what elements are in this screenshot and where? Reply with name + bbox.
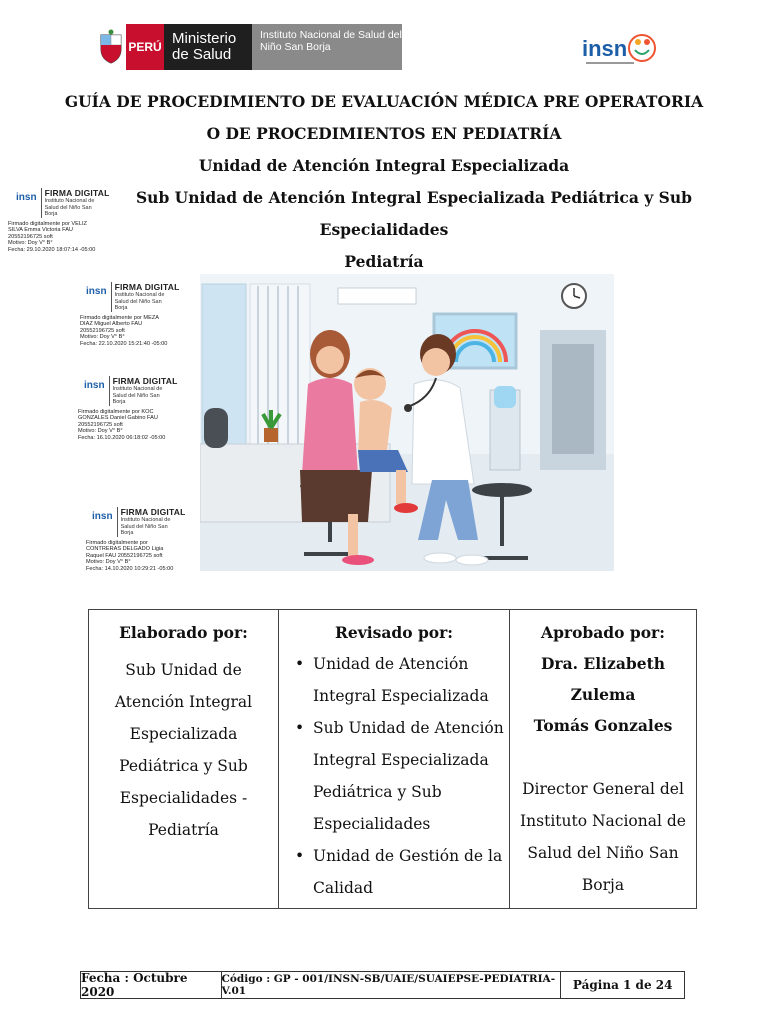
insn-mini-logo: insn [84,380,105,391]
revisado-header: Revisado por: [334,623,454,642]
signature-text: Firmado digitalmente por KOC GONZALES Daniel Gabino FAU 20552196725 soft Motivo: Doy V° B° Fecha: 16.10.2020 06:18:02 -05:00 [78,408,166,441]
insn-logo-text: insn [582,36,628,61]
firma-digital-institution: Instituto Nacional de Salud del Niño San Borja [44,198,95,217]
footer-date: Fecha : Octubre 2020 [81,972,222,998]
approver-role: Director General del Instituto Nacional de Salud del Niño San Borja [520,780,686,894]
document-title-line2: O DE PROCEDIMIENTOS EN PEDIATRÍA [206,124,562,143]
signature-text: Firmado digitalmente por VELIZ SILVA Emma Victoria FAU 20552196725 soft Motivo: Doy V° B° Fecha: 29.10.2020 18:07:14 -05:00 [8,220,96,253]
pediatric-consultation-illustration [200,274,614,571]
insn-logo [580,28,660,72]
list-item: • Unidad de Gestión de la Calidad [293,840,509,904]
insn-mini-logo: insn [16,192,37,203]
minsa-logo [96,24,402,70]
digital-signature-4 [86,507,186,572]
page-footer [80,971,685,999]
aprobado-column [510,610,696,908]
revisado-list [279,648,509,904]
firma-digital-title: FIRMA DIGITAL [120,507,186,517]
firma-digital-institution: Instituto Nacional de Salud del Niño San Borja [114,292,165,311]
signature-text: Firmado digitalmente por CONTRERAS DELGADO Ligia Raquel FAU 20552196725 soft Motivo: Doy V° B° Fecha: 14.10.2020 10:29:21 -05:00 [86,539,174,572]
specialty-name: Pediatría [344,252,424,271]
digital-signature-1 [8,188,110,253]
peru-label: PERÚ [126,24,164,70]
digital-signature-2 [80,282,180,347]
elaborado-header: Elaborado por: [119,623,248,642]
subunit-name-line1: Sub Unidad de Atención Integral Especializada Pediátrica y Sub [135,188,692,207]
list-item: • Sub Unidad de Atención Integral Especializada Pediátrica y Sub Especialidades [293,712,509,840]
approver-name: Dra. Elizabeth Zulema Tomás Gonzales [533,654,673,735]
footer-code: Código : GP - 001/INSN-SB/UAIE/SUAIEPSE-PEDIATRIA-V.01 [222,972,562,998]
aprobado-header: Aprobado por: [541,623,665,642]
elaborado-body: Sub Unidad de Atención Integral Especializada Pediátrica y Sub Especialidades - Pediatría [114,661,253,839]
document-title-line1: GUÍA DE PROCEDIMIENTO DE EVALUACIÓN MÉDICA PRE OPERATORIA [64,92,704,111]
insn-mini-logo: insn [92,511,113,522]
firma-digital-institution: Instituto Nacional de Salud del Niño San Borja [120,517,171,536]
subunit-name-line2: Especialidades [319,220,449,239]
firma-digital-title: FIRMA DIGITAL [112,376,178,386]
list-item: • Unidad de Atención Integral Especializada [293,648,509,712]
digital-signature-3 [78,376,178,441]
firma-digital-title: FIRMA DIGITAL [44,188,110,198]
elaborado-column [89,610,279,908]
revisado-column [279,610,510,908]
firma-digital-institution: Instituto Nacional de Salud del Niño San Borja [112,386,163,405]
signature-text: Firmado digitalmente por MEZA DIAZ Miguel Alberto FAU 20552196725 soft Motivo: Doy V° B° Fecha: 22.10.2020 15:21:40 -05:00 [80,314,168,347]
instituto-label: Instituto Nacional de Salud del Niño San Borja [252,24,402,70]
ministerio-label: Ministerio de Salud [164,24,252,70]
unit-name: Unidad de Atención Integral Especializada [198,156,570,175]
approval-table [88,609,697,909]
footer-page-number: Página 1 de 24 [572,978,673,992]
firma-digital-title: FIRMA DIGITAL [114,282,180,292]
peru-coat-of-arms-icon [96,24,126,70]
insn-mini-logo: insn [86,286,107,297]
